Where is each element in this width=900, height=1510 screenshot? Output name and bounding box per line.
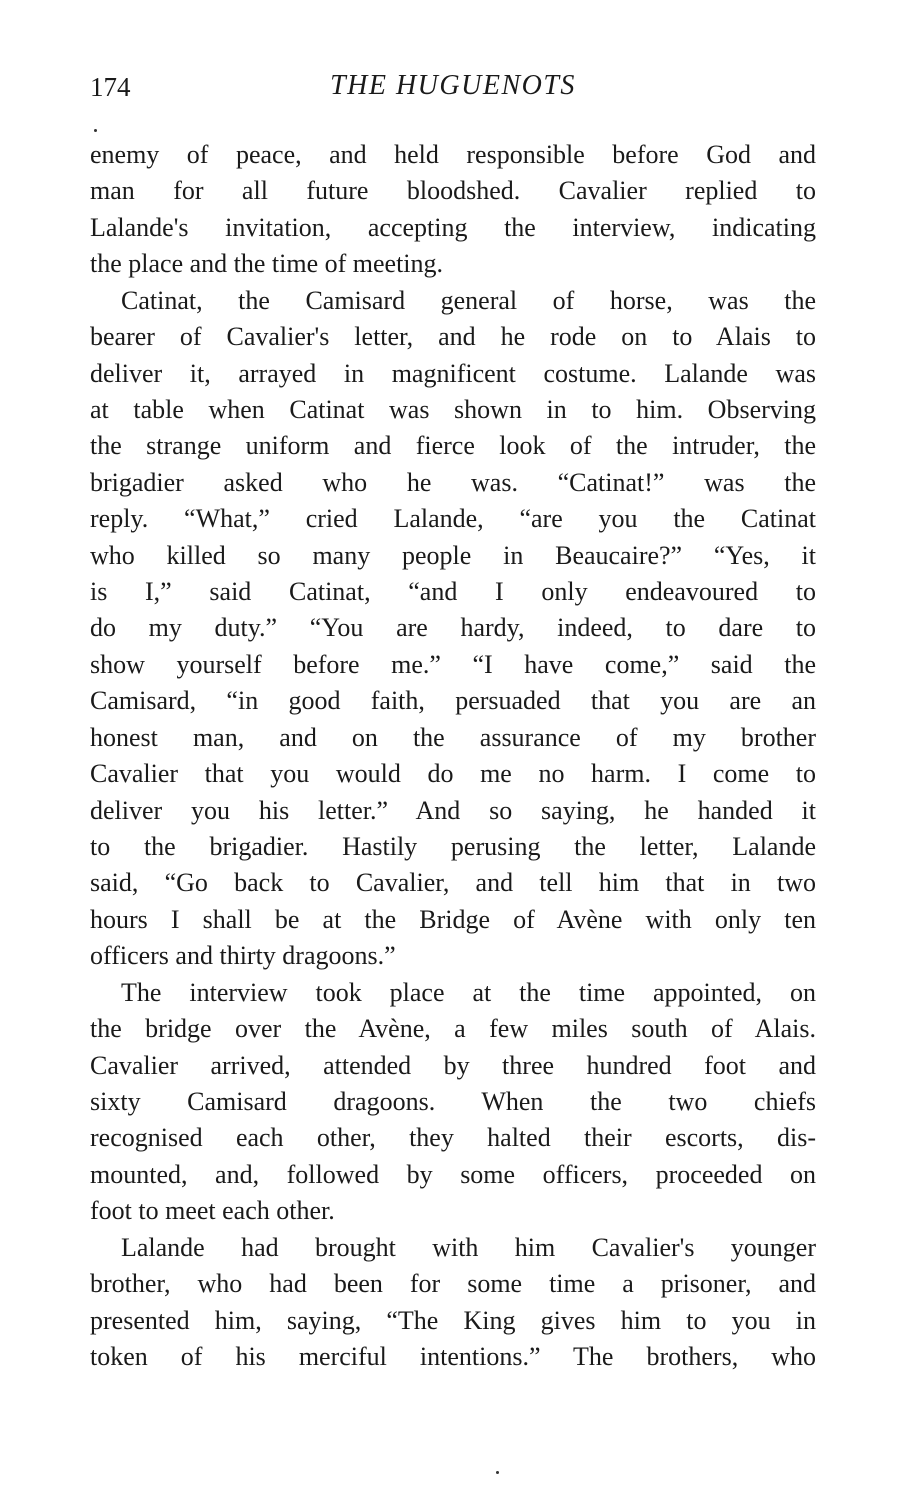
text-line: presented him, saying, “The King gives him to you in (90, 1305, 816, 1335)
text-line: deliver it, arrayed in magnificent costume. Lalande was (90, 358, 816, 388)
text-line: honest man, and on the assurance of my brother (90, 722, 816, 752)
text-line: Cavalier that you would do me no harm. I come to (90, 759, 816, 789)
text-line: Lalande's invitation, accepting the interview, indicating (90, 212, 816, 242)
text-line: show yourself before me.” “I have come,” said the (90, 649, 816, 679)
paragraph-3 (90, 975, 816, 1230)
text-line: said, “Go back to Cavalier, and tell him that in two (90, 868, 816, 898)
text-line: foot to meet each other. (90, 1196, 335, 1226)
text-line: officers and thirty dragoons.” (90, 941, 396, 971)
text-line: Camisard, “in good faith, persuaded that you are an (90, 686, 816, 716)
print-speck (94, 129, 97, 132)
text-line: who killed so many people in Beaucaire?” “Yes, it (90, 540, 816, 570)
text-line: recognised each other, they halted their escorts, dis- (90, 1123, 816, 1153)
body-text (90, 137, 816, 1375)
text-line: to the brigadier. Hastily perusing the letter, Lalande (90, 832, 816, 862)
text-line: the place and the time of meeting. (90, 249, 444, 279)
text-line: brother, who had been for some time a prisoner, and (90, 1269, 816, 1299)
text-line: Lalande had brought with him Cavalier's younger (121, 1232, 816, 1262)
text-line: bearer of Cavalier's letter, and he rode on to Alais to (90, 322, 816, 352)
text-line: The interview took place at the time appointed, on (121, 977, 816, 1007)
text-line: reply. “What,” cried Lalande, “are you the Catinat (90, 504, 816, 534)
running-title: THE HUGUENOTS (330, 70, 576, 101)
text-line: token of his merciful intentions.” The brothers, who (90, 1341, 816, 1371)
text-line: hours I shall be at the Bridge of Avène with only ten (90, 904, 816, 934)
text-line: mounted, and, followed by some officers, proceeded on (90, 1159, 816, 1189)
running-head (90, 70, 816, 110)
print-speck (496, 1471, 499, 1474)
text-line: brigadier asked who he was. “Catinat!” was the (90, 467, 816, 497)
text-line: Cavalier arrived, attended by three hundred foot and (90, 1050, 816, 1080)
text-line: man for all future bloodshed. Cavalier replied to (90, 176, 816, 206)
paragraph-2 (90, 283, 816, 975)
text-line: the strange uniform and fierce look of the intruder, the (90, 431, 816, 461)
paragraph-1 (90, 137, 816, 283)
text-line: deliver you his letter.” And so saying, he handed it (90, 795, 816, 825)
paragraph-4 (90, 1230, 816, 1376)
text-line: enemy of peace, and held responsible before God and (90, 140, 816, 169)
page-number: 174 (90, 72, 131, 102)
text-line: at table when Catinat was shown in to him. Observing (90, 394, 816, 424)
text-line: Catinat, the Camisard general of horse, was the (121, 285, 816, 315)
text-line: is I,” said Catinat, “and I only endeavoured to (90, 577, 816, 607)
text-line: sixty Camisard dragoons. When the two chiefs (90, 1086, 816, 1116)
text-line: do my duty.” “You are hardy, indeed, to dare to (90, 613, 816, 643)
text-line: the bridge over the Avène, a few miles south of Alais. (90, 1014, 816, 1044)
